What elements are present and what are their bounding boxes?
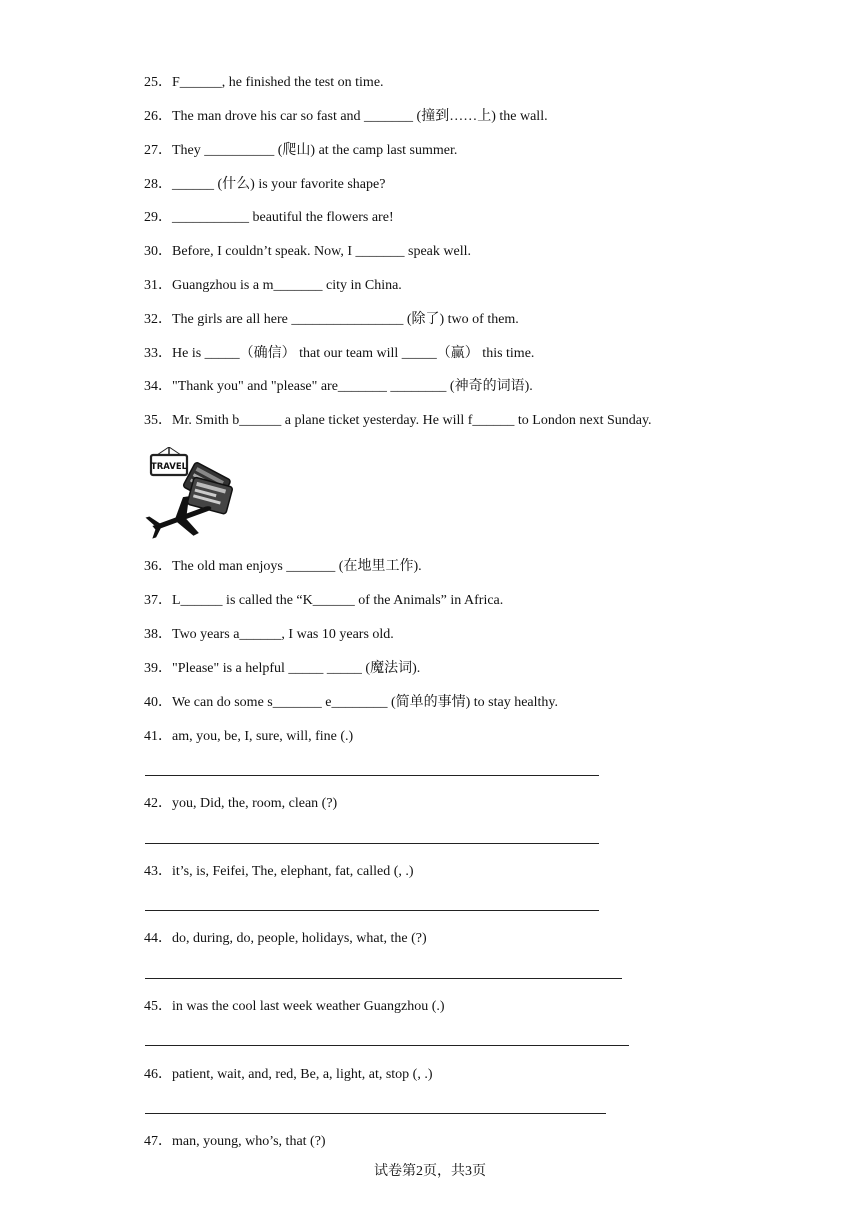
question-37: 37．L______ is called the “K______ of the Animals” in Africa. xyxy=(144,593,504,608)
question-39: 39．"Please" is a helpful _____ _____ (魔法词). xyxy=(144,661,421,676)
question-40: 40．We can do some s_______ e________ (简单的事情) to stay healthy. xyxy=(144,695,559,710)
question-42: 42．you, Did, the, room, clean (?) xyxy=(144,796,338,811)
question-28: 28．______ (什么) is your favorite shape? xyxy=(144,177,386,192)
question-45: 45．in was the cool last week weather Guangzhou (.) xyxy=(144,999,445,1014)
answer-line-42[interactable] xyxy=(145,843,599,844)
answer-line-45[interactable] xyxy=(145,1045,629,1046)
question-30: 30．Before, I couldn’t speak. Now, I _______ speak well. xyxy=(144,244,471,259)
question-38: 38．Two years a______, I was 10 years old. xyxy=(144,627,394,642)
question-33: 33．He is _____（确信） that our team will _____（赢） this time. xyxy=(144,346,535,361)
question-26: 26．The man drove his car so fast and _______ (撞到……上) the wall. xyxy=(144,109,548,124)
question-27: 27．They __________ (爬山) at the camp last summer. xyxy=(144,143,458,158)
answer-line-43[interactable] xyxy=(145,910,599,911)
question-41: 41．am, you, be, I, sure, will, fine (.) xyxy=(144,729,354,744)
page-footer: 试卷第2页，共3页 xyxy=(374,1164,486,1179)
answer-line-46[interactable] xyxy=(145,1113,606,1114)
question-43: 43．it’s, is, Feifei, The, elephant, fat, called (, .) xyxy=(144,864,414,879)
question-32: 32．The girls are all here ________________ (除了) two of them. xyxy=(144,312,519,327)
question-29: 29．___________ beautiful the flowers are! xyxy=(144,210,394,225)
question-44: 44．do, during, do, people, holidays, what, the (?) xyxy=(144,931,427,946)
question-47: 47．man, young, who’s, that (?) xyxy=(144,1134,326,1149)
question-34: 34．"Thank you" and "please" are_______ ________ (神奇的词语). xyxy=(144,379,533,394)
question-25: 25．F______, he finished the test on time. xyxy=(144,75,384,90)
question-36: 36．The old man enjoys _______ (在地里工作). xyxy=(144,559,422,574)
question-35: 35．Mr. Smith b______ a plane ticket yesterday. He will f______ to London next Sunday. xyxy=(144,413,652,428)
answer-line-44[interactable] xyxy=(145,978,622,979)
travel-plane-tickets-icon xyxy=(145,447,237,545)
answer-line-41[interactable] xyxy=(145,775,599,776)
question-31: 31．Guangzhou is a m_______ city in China. xyxy=(144,278,402,293)
travel-sign-text: TRAVEL xyxy=(150,462,188,472)
question-46: 46．patient, wait, and, red, Be, a, light, at, stop (, .) xyxy=(144,1067,433,1082)
